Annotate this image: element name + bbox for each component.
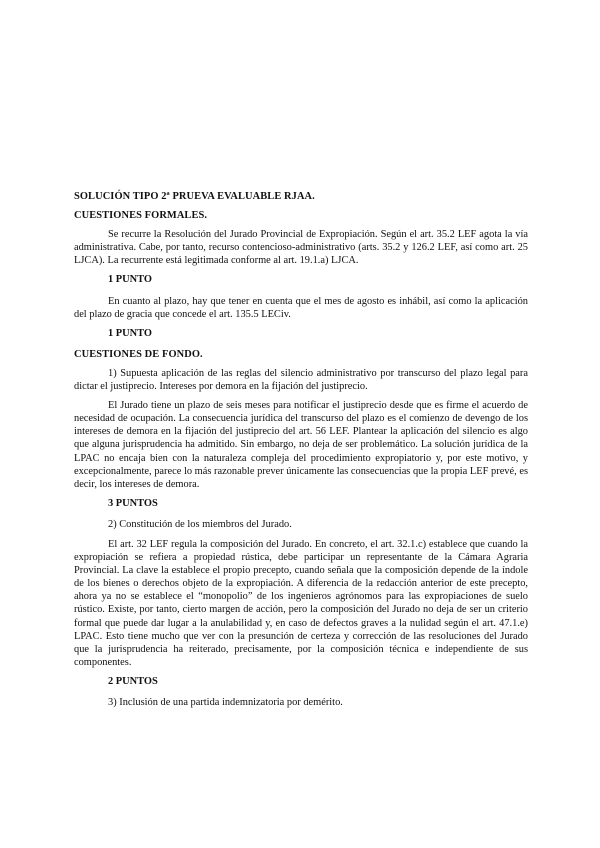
section-heading-fondo: CUESTIONES DE FONDO. [74,348,203,360]
fondo-item-3: 3) Inclusión de una partida indemnizatoria por demérito. [108,697,343,708]
fondo-paragraph-2: El Jurado tiene un plazo de seis meses para notificar el justiprecio desde que es firme el acuerdo de necesidad de ocupación. La consecuencia jurídica del transcurso del plazo es el comienzo de devengo de los intereses de demora en la fijación del justiprecio del art. 56 LEF. Plantear la aplicación del silencio es algo que alguna jurisprudencia ha admitido. Sin embargo, no deja de ser problemático. La solución jurídica de la LPAC no encaja bien con la naturaleza compleja del procedimiento expropiatorio y, por este motivo, y excepcionalmente, parece lo más razonable prever únicamente las consecuencias que la propia LEF prevé, es decir, los intereses de demora. [74,400,528,490]
section-heading-formal: CUESTIONES FORMALES. [74,210,208,222]
formal-paragraph-1: Se recurre la Resolución del Jurado Provincial de Expropiación. Según el art. 35.2 LEF agota la vía administrativa. Cabe, por tanto, recurso contencioso-administrativo (arts. 35.2 y 126.2 LEF, así como art. 25 LJCA). La recurrente está legitimada conforme al art. 19.1.a) LJCA. [74,229,528,267]
formal-paragraph-2: En cuanto al plazo, hay que tener en cuenta que el mes de agosto es inhábil, así como la aplicación del plazo de gracia que concede el art. 135.5 LECiv. [74,295,528,320]
points-label-4: 2 PUNTOS [108,675,158,687]
document-page [74,190,528,716]
points-label-3: 3 PUNTOS [108,497,158,509]
points-label-2: 1 PUNTO [108,327,152,339]
fondo-paragraph-3: El art. 32 LEF regula la composición del Jurado. En concreto, el art. 32.1.c) establece que cuando la expropiación se refiera a propiedad rústica, debe participar un representante de la Cámara Agraria Provincial. La clave la establece el propio precepto, cuando señala que la composición depende de la índole de los bienes o derechos objeto de la expropiación. A diferencia de la redacción anterior de este precepto, ahora ya no se establece el “monopolio” de los ingenieros agrónomos para las expropiaciones de suelo rústico. Existe, por tanto, cierto margen de acción, pero la composición del Jurado no deja de ser un criterio formal que puede dar lugar a la anulabilidad y, en caso de defectos graves a la nulidad según el art. 47.1.e) LPAC. Esto tiene mucho que ver con la presunción de certeza y corrección de las resoluciones del Jurado que la jurisprudencia ha reiterado, precisamente, por la composición técnica e independiente de sus componentes. [74,538,528,668]
document-title: SOLUCIÓN TIPO 2ª PRUEVA EVALUABLE RJAA. [74,191,315,202]
fondo-item-2: 2) Constitución de los miembros del Jurado. [108,518,292,530]
fondo-paragraph-1: 1) Supuesta aplicación de las reglas del silencio administrativo por transcurso del plazo legal para dictar el justiprecio. Intereses por demora en la fijación del justiprecio. [74,367,528,393]
points-label-1: 1 PUNTO [108,274,152,286]
